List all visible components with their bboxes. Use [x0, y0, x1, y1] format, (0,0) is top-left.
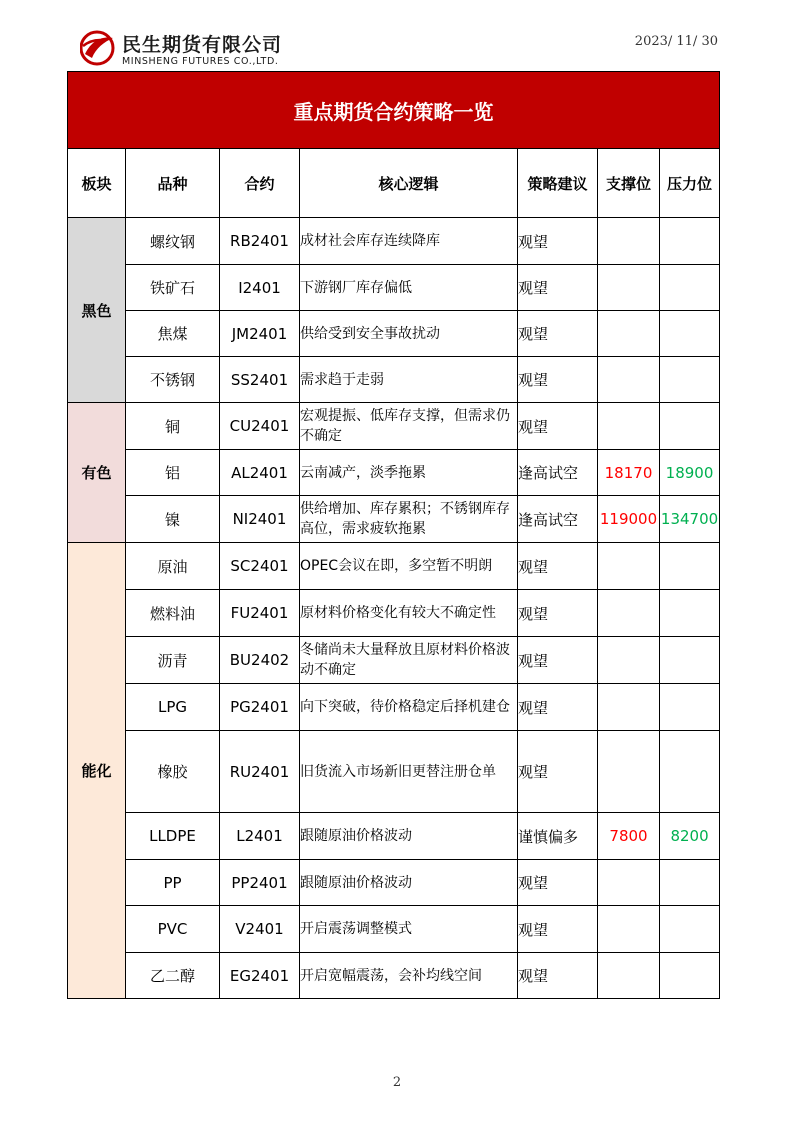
- logic-cell: 冬储尚未大量释放且原材料价格波动不确定: [300, 637, 518, 684]
- advice-cell: 观望: [518, 218, 598, 265]
- table-row: [68, 218, 720, 265]
- logic-cell: 供给增加、库存累积；不锈钢库存高位，需求疲软拖累: [300, 496, 518, 543]
- logic-cell: 云南减产，淡季拖累: [300, 450, 518, 496]
- report-date: 2023/ 11/ 30: [634, 34, 718, 49]
- resistance-cell: [660, 357, 720, 403]
- table-row: [68, 496, 720, 543]
- resistance-cell: 134700: [660, 496, 720, 543]
- support-cell: [598, 684, 660, 731]
- resistance-cell: [660, 218, 720, 265]
- advice-cell: 观望: [518, 311, 598, 357]
- contract-cell: SS2401: [220, 357, 300, 403]
- resistance-cell: [660, 906, 720, 953]
- support-cell: [598, 590, 660, 637]
- resistance-cell: [660, 731, 720, 813]
- variety-cell: 不锈钢: [126, 357, 220, 403]
- resistance-cell: [660, 684, 720, 731]
- variety-cell: 铜: [126, 403, 220, 450]
- contract-cell: FU2401: [220, 590, 300, 637]
- logic-cell: 开启宽幅震荡，会补均线空间: [300, 953, 518, 999]
- support-cell: [598, 637, 660, 684]
- resistance-cell: [660, 860, 720, 906]
- resistance-cell: [660, 953, 720, 999]
- contract-cell: I2401: [220, 265, 300, 311]
- table-row: [68, 357, 720, 403]
- table-row: [68, 403, 720, 450]
- advice-cell: 观望: [518, 590, 598, 637]
- variety-cell: PP: [126, 860, 220, 906]
- contract-cell: PG2401: [220, 684, 300, 731]
- logic-cell: 供给受到安全事故扰动: [300, 311, 518, 357]
- logic-cell: 旧货流入市场新旧更替注册仓单: [300, 731, 518, 813]
- strategy-table: [67, 71, 720, 999]
- variety-cell: 燃料油: [126, 590, 220, 637]
- resistance-cell: 18900: [660, 450, 720, 496]
- advice-cell: 观望: [518, 265, 598, 311]
- column-header-support: 支撑位: [598, 149, 660, 218]
- column-header-sector: 板块: [68, 149, 126, 218]
- logic-cell: OPEC会议在即，多空暂不明朗: [300, 543, 518, 590]
- resistance-cell: [660, 637, 720, 684]
- column-header-resistance: 压力位: [660, 149, 720, 218]
- variety-cell: 沥青: [126, 637, 220, 684]
- support-cell: [598, 953, 660, 999]
- support-cell: 7800: [598, 813, 660, 860]
- logic-cell: 下游钢厂库存偏低: [300, 265, 518, 311]
- table-row: [68, 860, 720, 906]
- contract-cell: V2401: [220, 906, 300, 953]
- advice-cell: 逢高试空: [518, 450, 598, 496]
- variety-cell: LLDPE: [126, 813, 220, 860]
- support-cell: [598, 357, 660, 403]
- sector-cell: 黑色: [68, 218, 126, 403]
- table-row: [68, 543, 720, 590]
- support-cell: 18170: [598, 450, 660, 496]
- contract-cell: BU2402: [220, 637, 300, 684]
- advice-cell: 谨慎偏多: [518, 813, 598, 860]
- resistance-cell: [660, 265, 720, 311]
- contract-cell: CU2401: [220, 403, 300, 450]
- advice-cell: 观望: [518, 731, 598, 813]
- sector-cell: 能化: [68, 543, 126, 999]
- table-row: [68, 450, 720, 496]
- advice-cell: 观望: [518, 403, 598, 450]
- table-row: [68, 590, 720, 637]
- contract-cell: RB2401: [220, 218, 300, 265]
- variety-cell: 乙二醇: [126, 953, 220, 999]
- column-header-contract: 合约: [220, 149, 300, 218]
- variety-cell: 铝: [126, 450, 220, 496]
- contract-cell: PP2401: [220, 860, 300, 906]
- resistance-cell: [660, 403, 720, 450]
- sector-cell: 有色: [68, 403, 126, 543]
- column-header-advice: 策略建议: [518, 149, 598, 218]
- contract-cell: SC2401: [220, 543, 300, 590]
- resistance-cell: [660, 543, 720, 590]
- column-header-logic: 核心逻辑: [300, 149, 518, 218]
- contract-cell: L2401: [220, 813, 300, 860]
- contract-cell: RU2401: [220, 731, 300, 813]
- support-cell: 119000: [598, 496, 660, 543]
- support-cell: [598, 265, 660, 311]
- header-row: [68, 149, 720, 218]
- minsheng-logo-icon: [80, 28, 116, 68]
- contract-cell: JM2401: [220, 311, 300, 357]
- variety-cell: 焦煤: [126, 311, 220, 357]
- variety-cell: LPG: [126, 684, 220, 731]
- advice-cell: 观望: [518, 637, 598, 684]
- logic-cell: 开启震荡调整模式: [300, 906, 518, 953]
- advice-cell: 观望: [518, 906, 598, 953]
- support-cell: [598, 311, 660, 357]
- variety-cell: 原油: [126, 543, 220, 590]
- support-cell: [598, 731, 660, 813]
- advice-cell: 观望: [518, 684, 598, 731]
- support-cell: [598, 860, 660, 906]
- variety-cell: PVC: [126, 906, 220, 953]
- table-row: [68, 813, 720, 860]
- column-header-variety: 品种: [126, 149, 220, 218]
- contract-cell: NI2401: [220, 496, 300, 543]
- variety-cell: 铁矿石: [126, 265, 220, 311]
- advice-cell: 观望: [518, 357, 598, 403]
- table-row: [68, 953, 720, 999]
- variety-cell: 螺纹钢: [126, 218, 220, 265]
- resistance-cell: [660, 311, 720, 357]
- table-row: [68, 731, 720, 813]
- advice-cell: 观望: [518, 953, 598, 999]
- logic-cell: 宏观提振、低库存支撑，但需求仍不确定: [300, 403, 518, 450]
- logic-cell: 跟随原油价格波动: [300, 860, 518, 906]
- variety-cell: 镍: [126, 496, 220, 543]
- table-row: [68, 265, 720, 311]
- table-row: [68, 684, 720, 731]
- table-title: 重点期货合约策略一览: [68, 72, 720, 149]
- logic-cell: 向下突破，待价格稳定后择机建仓: [300, 684, 518, 731]
- support-cell: [598, 543, 660, 590]
- page-number: 2: [392, 1075, 402, 1090]
- logic-cell: 需求趋于走弱: [300, 357, 518, 403]
- support-cell: [598, 403, 660, 450]
- advice-cell: 观望: [518, 860, 598, 906]
- resistance-cell: [660, 590, 720, 637]
- logic-cell: 成材社会库存连续降库: [300, 218, 518, 265]
- advice-cell: 观望: [518, 543, 598, 590]
- contract-cell: EG2401: [220, 953, 300, 999]
- advice-cell: 逢高试空: [518, 496, 598, 543]
- company-name-cn: 民生期货有限公司: [122, 34, 283, 56]
- table-row: [68, 637, 720, 684]
- support-cell: [598, 906, 660, 953]
- company-name-en: MINSHENG FUTURES CO.,LTD.: [122, 56, 279, 67]
- logic-cell: 原材料价格变化有较大不确定性: [300, 590, 518, 637]
- resistance-cell: 8200: [660, 813, 720, 860]
- table-row: [68, 311, 720, 357]
- support-cell: [598, 218, 660, 265]
- logic-cell: 跟随原油价格波动: [300, 813, 518, 860]
- variety-cell: 橡胶: [126, 731, 220, 813]
- contract-cell: AL2401: [220, 450, 300, 496]
- table-row: [68, 906, 720, 953]
- company-logo: [80, 28, 320, 72]
